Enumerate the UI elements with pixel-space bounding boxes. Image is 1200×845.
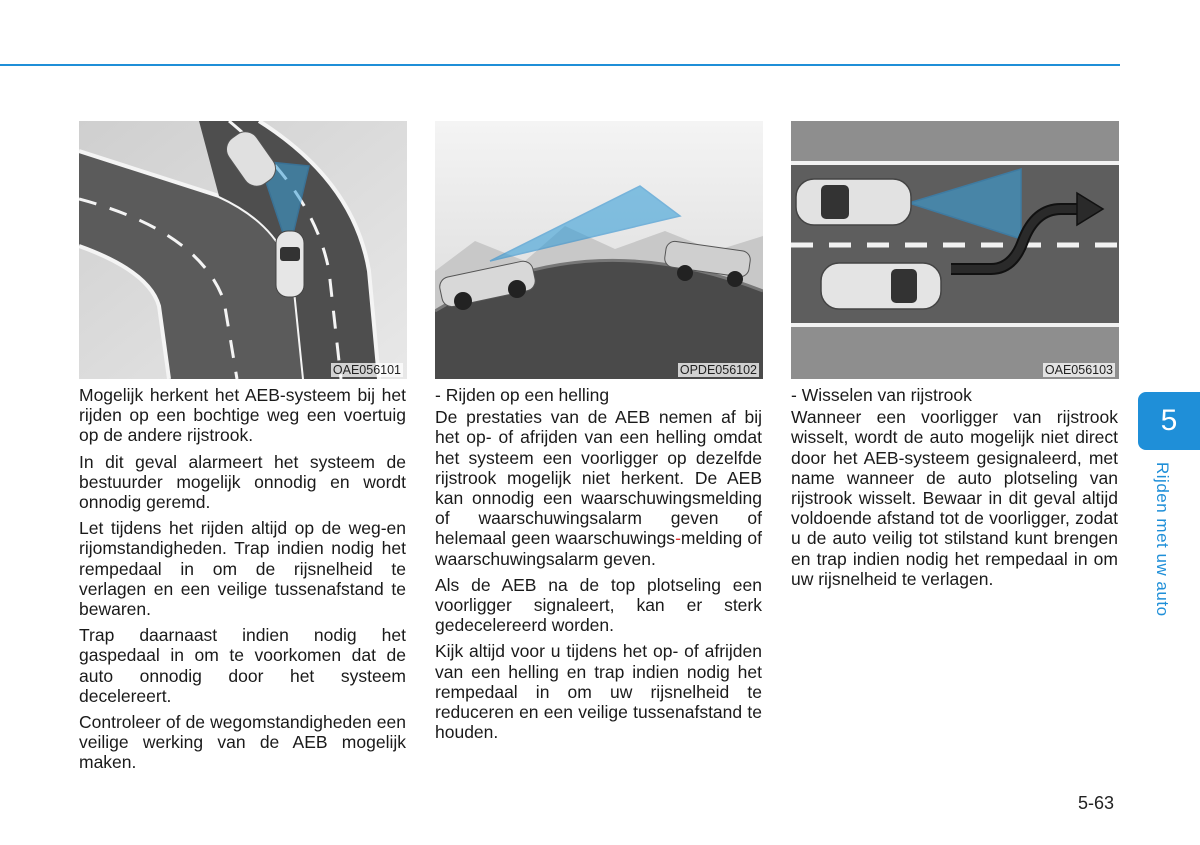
subheading: - Wisselen van rijstrook <box>791 385 972 405</box>
figure-lane-change <box>791 121 1119 379</box>
paragraph-text-end: melding of waarschuwingsalarm geven. <box>435 528 763 569</box>
lane-change-illustration <box>791 121 1119 379</box>
paragraph: Wanneer een voorligger van rijstrook wisselt, wordt de auto mogelijk niet direct door het AEB-systeem gesignaleerd, met name wanneer de auto plotseling van rijstrook wisselt. Bewaar in dit geval altijd voldoende afstand tot de voorligger, zodat u de auto veilig tot stilstand kunt brengen en trap indien nodig het rempedaal in om uw rijsnelheid te verlagen. <box>791 407 1118 589</box>
column-hill <box>435 385 762 748</box>
figure-code: OAE056101 <box>332 363 401 377</box>
curved-road-illustration <box>79 121 407 379</box>
figure-code: OPDE056102 <box>679 363 757 377</box>
chapter-tab: 5 <box>1138 392 1200 450</box>
hill-illustration <box>435 121 763 379</box>
figure-curved-road <box>79 121 407 379</box>
paragraph: Als de AEB na de top plotseling een voorligger signaleert, kan er sterk gedecelereerd worden. <box>435 574 762 636</box>
paragraph <box>435 407 762 569</box>
paragraph-text: De prestaties van de AEB nemen af bij het op- of afrijden van een helling omdat het systeem een voorligger op dezelfde rijstrook mogelijk niet herkent. De AEB kan onnodig een waarschuwingsmelding of waarschuwingsalarm geven of helemaal geen waarschuwings <box>435 407 762 549</box>
paragraph: In dit geval alarmeert het systeem de bestuurder mogelijk onnodig en wordt onnodig geremd. <box>79 451 406 513</box>
hyphen-mark: - <box>675 528 681 549</box>
figure-code: OAE056103 <box>1044 363 1113 377</box>
page-number: 5-63 <box>1078 793 1115 813</box>
paragraph: Kijk altijd voor u tijdens het op- of afrijden van een helling en trap indien nodig het rempedaal in om uw rijsnelheid te reduceren en een veilige tussenafstand te houden. <box>435 641 762 743</box>
subheading: - Rijden op een helling <box>435 385 610 405</box>
paragraph: Trap daarnaast indien nodig het gaspedaal in om te voorkomen dat de auto onnodig door het systeem decelereert. <box>79 625 406 706</box>
figure-hill <box>435 121 763 379</box>
paragraph: Mogelijk herkent het AEB-systeem bij het rijden op een bochtige weg een voertuig op de andere rijstrook. <box>79 385 406 446</box>
column-lane-change <box>791 385 1118 595</box>
paragraph: Controleer of de wegomstandigheden een veilige werking van de AEB mogelijk maken. <box>79 712 406 773</box>
column-curved-road <box>79 385 406 779</box>
chapter-title: Rijden met uw auto <box>1153 462 1172 617</box>
header-rule <box>0 64 1120 66</box>
paragraph: Let tijdens het rijden altijd op de weg-en rijomstandigheden. Trap indien nodig het rempedaal in om de rijsnelheid te verlagen en een veilige tussenafstand te bewaren. <box>79 518 406 620</box>
